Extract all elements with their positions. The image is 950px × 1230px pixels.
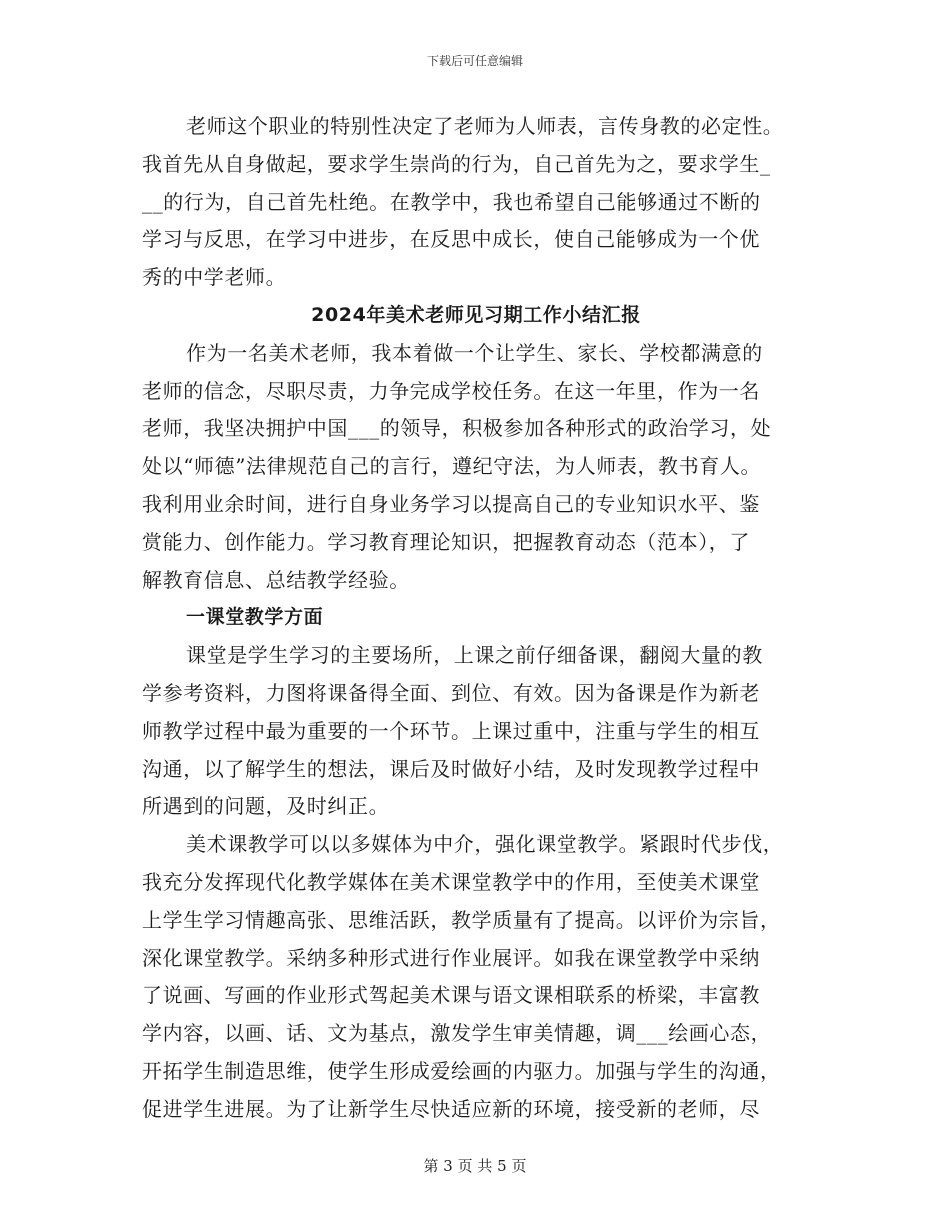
section-heading: 一课堂教学方面 (186, 606, 324, 629)
page-number: 第 3 页 共 5 页 (423, 1157, 527, 1175)
paragraph-line: 学参考资料，力图将课备得全面、到位、有效。因为备课是作为新老 (142, 680, 760, 705)
header-note: 下载后可任意编辑 (426, 54, 523, 68)
paragraph-line: 深化课堂教学。采纳多种形式进行作业展评。如我在课堂教学中采纳 (142, 945, 760, 970)
paragraph-line: 促进学生进展。为了让新学生尽快适应新的环境，接受新的老师，尽 (142, 1096, 760, 1121)
paragraph-line: 我利用业余时间，进行自身业务学习以提高自己的专业知识水平、鉴 (142, 491, 760, 516)
paragraph-line: 赏能力、创作能力。学习教育理论知识，把握教育动态（范本），了 (142, 529, 750, 554)
paragraph-line: 上学生学习情趣高张、思维活跃，教学质量有了提高。以评价为宗旨， (142, 907, 781, 932)
paragraph-line: 我充分发挥现代化教学媒体在美术课堂教学中的作用，至使美术课堂 (142, 869, 760, 894)
paragraph-line: 学内容，以画、话、文为基点，激发学生审美情趣，调___绘画心态， (142, 1021, 772, 1046)
paragraph-line: 老师这个职业的特别性决定了老师为人师表，言传身教的必定性。 (186, 114, 784, 138)
paragraph-line: 老师，我坚决拥护中国___的领导，积极参加各种形式的政治学习，处 (142, 416, 772, 441)
paragraph-line: 了说画、写画的作业形式驾起美术课与语文课相联系的桥梁，丰富教 (142, 983, 760, 1008)
paragraph-line: 秀的中学老师。 (142, 265, 287, 290)
paragraph-line: 老师的信念，尽职尽责，力争完成学校任务。在这一年里，作为一名 (142, 378, 760, 403)
paragraph-line: __的行为，自己首先杜绝。在教学中，我也希望自己能够通过不断的 (142, 189, 761, 214)
paragraph-line: 美术课教学可以以多媒体为中介，强化课堂教学。紧跟时代步伐， (186, 832, 784, 857)
paragraph-line: 作为一名美术老师，我本着做一个让学生、家长、学校都满意的 (186, 340, 763, 365)
paragraph-line: 沟通，以了解学生的想法，课后及时做好小结，及时发现教学过程中 (142, 756, 760, 781)
paragraph-line: 我首先从自身做起，要求学生崇尚的行为，自己首先为之，要求学生_ (142, 151, 771, 176)
paragraph-line: 处以“师德”法律规范自己的言行，遵纪守法，为人师表，教书育人。 (142, 454, 762, 479)
document-title: 2024年美术老师见习期工作小结汇报 (311, 303, 641, 326)
paragraph-line: 所遇到的问题，及时纠正。 (142, 794, 390, 819)
paragraph-line: 课堂是学生学习的主要场所，上课之前仔细备课，翻阅大量的教 (186, 643, 763, 668)
paragraph-line: 学习与反思，在学习中进步，在反思中成长，使自己能够成为一个优 (142, 227, 760, 252)
paragraph-line: 解教育信息、总结教学经验。 (142, 567, 410, 592)
paragraph-line: 师教学过程中最为重要的一个环节。上课过重中，注重与学生的相互 (142, 718, 760, 743)
paragraph-line: 开拓学生制造思维，使学生形成爱绘画的内驱力。加强与学生的沟通， (142, 1058, 781, 1083)
document-body (142, 108, 810, 1129)
